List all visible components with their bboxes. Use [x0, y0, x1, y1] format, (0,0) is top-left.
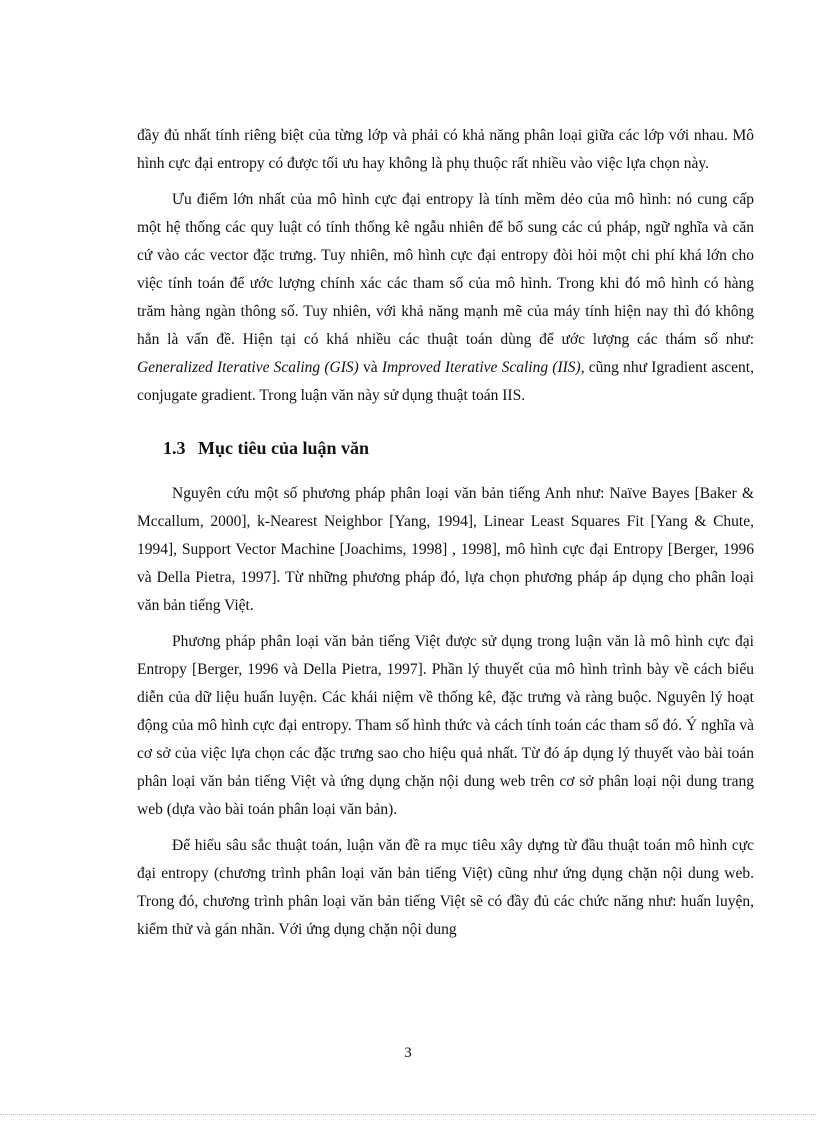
paragraph-3: Nguyên cứu một số phương pháp phân loại văn bản tiếng Anh như: Naïve Bayes [Baker & Mccallum, 2000], k-Nearest Neighbor [Yang, 1994], Linear Least Squares Fit [Yang & Chute, 1994], Support Vector Machine [Joachims, 1998] , 1998], mô hình cực đại Entropy [Berger, 1996 và Della Pietra, 1997]. Từ những phương pháp đó, lựa chọn phương pháp áp dụng cho phân loại văn bản tiếng Việt.: [137, 485, 754, 614]
paragraph-4: Phương pháp phân loại văn bản tiếng Việt được sử dụng trong luận văn là mô hình cực đại Entropy [Berger, 1996 và Della Pietra, 1997]. Phần lý thuyết của mô hình trình bày về cách biểu diễn của dữ liệu huấn luyện. Các khái niệm về thống kê, đặc trưng và ràng buộc. Nguyên lý hoạt động của mô hình cực đại entropy. Tham số hình thức và cách tính toán các tham số đó. Ý nghĩa và cơ sở của việc lựa chọn các đặc trưng sao cho hiệu quả nhất. Từ đó áp dụng lý thuyết vào bài toán phân loại văn bản tiếng Việt và ứng dụng chặn nội dung web trên cơ sở phân loại nội dung trang web (dựa vào bài toán phân loại văn bản).: [137, 633, 754, 818]
section-heading: [163, 434, 754, 462]
paragraph-2: [137, 186, 754, 410]
page-number: 3: [404, 1045, 412, 1061]
paragraph-2-text-a: Ưu điểm lớn nhất của mô hình cực đại entropy là tính mềm dẻo của mô hình: nó cung cấp một hệ thống các quy luật có tính thống kê ngẫu nhiên để bổ sung các cú pháp, ngữ nghĩa và căn cứ vào các vector đặc trưng. Tuy nhiên, mô hình cực đại entropy đòi hỏi một chi phí khá lớn cho việc tính toán để ước lượng chính xác các tham số của mô hình. Trong khi đó mô hình có hàng trăm hàng ngàn thông số. Tuy nhiên, với khả năng mạnh mẽ của máy tính hiện nay thì đó không hẳn là vấn đề. Hiện tại có khá nhiều các thuật toán dùng để ước lượng các thám số như:: [137, 191, 754, 348]
section-number: 1.3: [163, 438, 186, 458]
gis-term: Generalized Iterative Scaling (GIS): [137, 359, 359, 376]
paragraph-1: đầy đủ nhất tính riêng biệt của từng lớp và phải có khả năng phân loại giữa các lớp với nhau. Mô hình cực đại entropy có được tối ưu hay không là phụ thuộc rất nhiều vào việc lựa chọn này.: [137, 127, 754, 172]
page-bottom-divider: [0, 1114, 816, 1115]
paragraph-2-text-c: cũng như Igradient ascent, conjugate gradient. Trong luận văn này sử dụng thuật toán IIS.: [137, 359, 754, 404]
document-page: [137, 122, 754, 952]
iis-term: Improved Iterative Scaling (IIS),: [381, 359, 585, 376]
section-title: Mục tiêu của luận văn: [198, 438, 370, 458]
paragraph-5: Để hiểu sâu sắc thuật toán, luận văn đề ra mục tiêu xây dựng từ đầu thuật toán mô hình cực đại entropy (chương trình phân loại văn bản tiếng Việt) cũng như ứng dụng chặn nội dung web. Trong đó, chương trình phân loại văn bản tiếng Việt sẽ có đầy đủ các chức năng như: huấn luyện, kiểm thử và gán nhãn. Với ứng dụng chặn nội dung: [137, 837, 754, 938]
paragraph-2-text-b: và: [358, 359, 382, 376]
